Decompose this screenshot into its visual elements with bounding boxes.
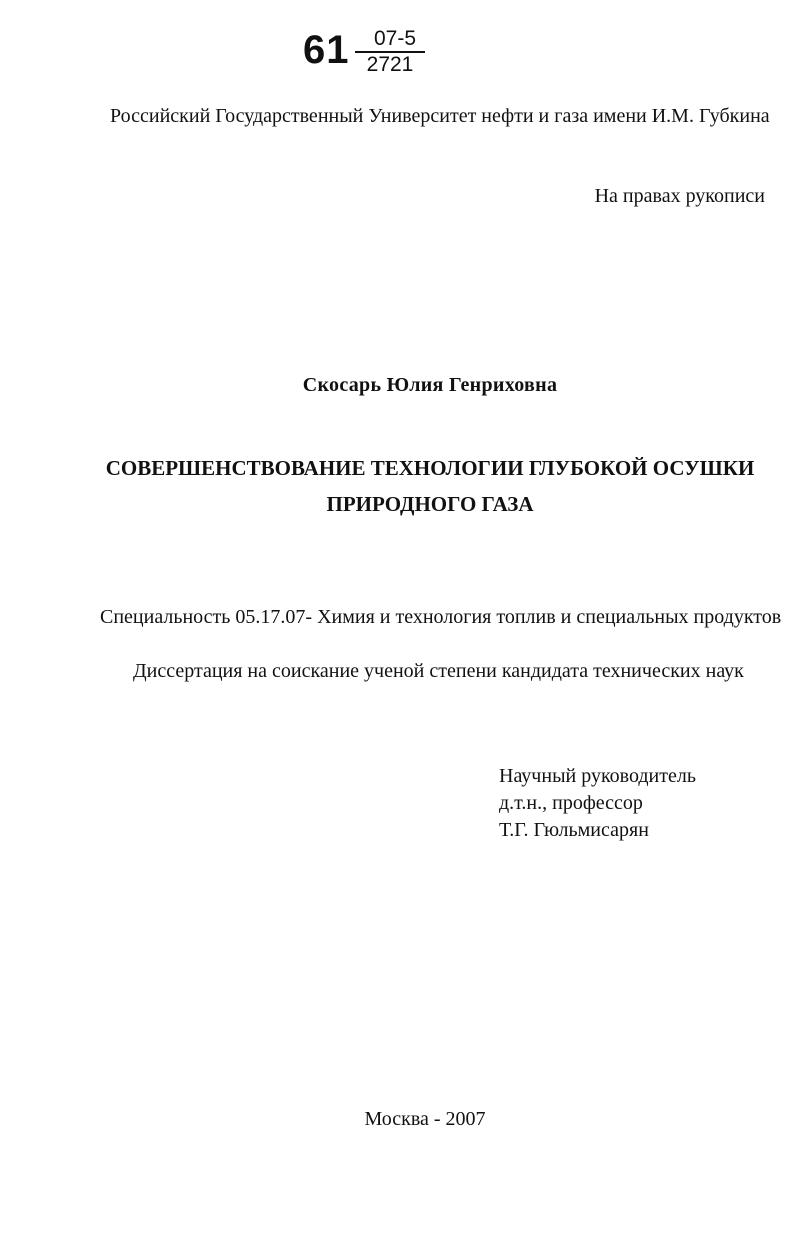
supervisor-name: Т.Г. Гюльмисарян <box>499 819 649 841</box>
thesis-title <box>0 450 796 522</box>
university-name: Российский Государственный Университет нефти и газа имени И.М. Губкина <box>110 105 770 127</box>
city-year: Москва - 2007 <box>364 1108 486 1130</box>
specialty-line: Специальность 05.17.07- Химия и технология топлив и специальных продуктов <box>100 606 782 628</box>
stamp-fraction <box>355 28 425 77</box>
stamp-number: 61 <box>303 28 350 72</box>
supervisor-role: Научный руководитель <box>499 765 696 787</box>
supervisor-degree: д.т.н., профессор <box>499 792 643 814</box>
supervisor-block <box>499 763 696 844</box>
thesis-title-line-1: СОВЕРШЕНСТВОВАНИЕ ТЕХНОЛОГИИ ГЛУБОКОЙ ОСУШКИ <box>105 456 755 480</box>
dissertation-degree-line: Диссертация на соискание ученой степени кандидата технических наук <box>133 660 744 682</box>
thesis-title-line-2: ПРИРОДНОГО ГАЗА <box>326 492 534 516</box>
archive-stamp <box>303 26 433 86</box>
stamp-denominator: 2721 <box>366 53 414 76</box>
author-name: Скосарь Юлия Генриховна <box>302 374 558 396</box>
manuscript-rights-note: На правах рукописи <box>594 185 765 207</box>
stamp-numerator: 07-5 <box>373 27 417 50</box>
